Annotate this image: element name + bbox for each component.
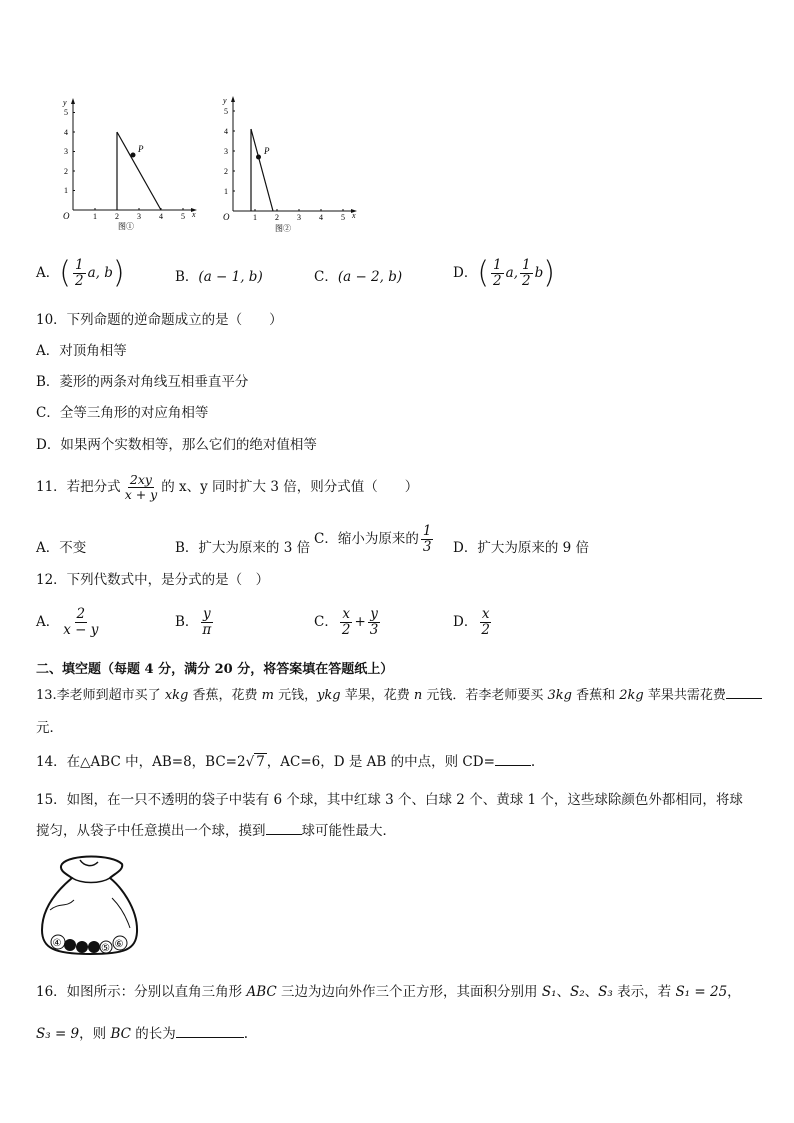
q10-stem: 10．下列命题的逆命题成立的是（ ）	[36, 312, 283, 328]
q9-option-a[interactable]: A．( $\frac{1}{2}$ a, b)	[36, 255, 125, 291]
origin-label: O	[223, 212, 230, 222]
option-label: D．	[453, 613, 478, 630]
fraction: $\frac{1}{2}$	[493, 257, 502, 289]
option-label: A．	[36, 613, 60, 630]
ball-label: ⑤	[101, 943, 110, 954]
option-label: C．	[314, 613, 338, 630]
q15-line2: 搅匀，从袋子中任意摸出一个球，摸到 球可能性最大．	[36, 823, 396, 839]
y-tick: 1	[64, 186, 68, 195]
graph-caption: 图②	[275, 224, 291, 233]
q11-option-a[interactable]: A．不变	[36, 540, 87, 556]
option-label: B．	[175, 269, 199, 285]
ball-label: ⑥	[114, 939, 124, 950]
sqrt-symbol: √	[245, 754, 255, 770]
graph-1	[55, 95, 200, 230]
q13-line2: 元．	[36, 720, 63, 736]
q16-line1: 16．如图所示：分别以直角三角形 ABC 三边为边向外作三个正方形，其面积分别用 S₁、S₂、S₃ 表示，若 S₁ = 25，	[36, 984, 741, 1000]
y-tick: 5	[64, 108, 68, 117]
q9-option-c[interactable]: C．(a − 2, b)	[314, 269, 403, 285]
y-tick: 2	[64, 167, 68, 176]
fraction: $\frac{1}{3}$	[422, 523, 432, 555]
ball-label: ④	[52, 938, 62, 949]
q11-option-b[interactable]: B．扩大为原来的 3 倍	[175, 540, 311, 556]
graph-2	[215, 93, 360, 233]
y-axis-label: y	[223, 96, 227, 105]
y-tick: 2	[224, 167, 228, 176]
x-tick: 4	[159, 212, 163, 221]
x-tick: 3	[137, 212, 141, 221]
x-tick: 2	[275, 213, 279, 222]
option-label: C．	[314, 269, 338, 285]
q10-option-d[interactable]: D．如果两个实数相等，那么它们的绝对值相等	[36, 437, 317, 453]
answer-blank[interactable]	[266, 822, 302, 835]
y-tick: 1	[224, 187, 228, 196]
y-tick: 4	[64, 128, 68, 137]
q10-option-c[interactable]: C．全等三角形的对应角相等	[36, 405, 209, 421]
q12-option-d[interactable]	[453, 607, 494, 638]
q11-option-c[interactable]: C．缩小为原来的 $\frac{1}{3}$	[314, 523, 432, 555]
q12-stem: 12．下列代数式中，是分式的是（ ）	[36, 572, 270, 588]
x-tick: 5	[341, 213, 345, 222]
x-axis-label: x	[192, 210, 196, 219]
x-tick: 2	[115, 212, 119, 221]
point-p-1	[131, 153, 136, 158]
q16-line2: S₃ = 9，则 BC 的长为 .	[36, 1026, 249, 1042]
q11-stem: 11．若把分式 $\frac{2xy}{x + y}$ 的 x、y 同时扩大 3 倍，则分式值（ ）	[36, 472, 419, 502]
answer-blank[interactable]	[726, 686, 762, 699]
option-label: B．	[175, 613, 199, 630]
fraction: $\frac{1}{2}$	[521, 257, 531, 289]
point-p-2	[256, 155, 261, 160]
fraction: $\frac{x}{2}$	[481, 606, 490, 638]
y-axis-label: y	[63, 98, 67, 107]
q13-line1: 13.李老师到超市买了 xkg 香蕉，花费 m 元钱，ykg 苹果，花费 n 元钱．若李老师要买 3kg 香蕉和 2kg 苹果共需花费	[36, 686, 762, 705]
origin-label: O	[63, 211, 70, 221]
point-label: P	[138, 144, 144, 154]
q10-option-a[interactable]: A．对顶角相等	[36, 343, 127, 359]
x-tick: 3	[297, 213, 301, 222]
option-label: D．	[453, 264, 478, 281]
y-tick: 4	[224, 127, 228, 136]
y-tick: 3	[64, 147, 68, 156]
fraction: $\frac{2xy}{x + y}$	[124, 472, 158, 502]
section-title: 二、填空题（每题 4 分，满分 20 分，将答案填在答题纸上）	[36, 662, 394, 677]
y-tick: 5	[224, 107, 228, 116]
fraction: $\frac{1}{2}$	[74, 257, 84, 289]
graph-caption: 图①	[118, 222, 134, 230]
q12-option-b[interactable]	[175, 607, 215, 638]
fraction: $\frac{y}{3}$	[369, 606, 379, 638]
fraction: $\frac{x}{2}$	[341, 606, 351, 638]
x-tick: 1	[93, 212, 97, 221]
x-axis-label: x	[352, 211, 356, 220]
answer-blank[interactable]	[495, 753, 531, 766]
q14: 14．在△ABC 中，AB=8，BC=2√ 7 ，AC=6，D 是 AB 的中点，则 CD= .	[36, 754, 536, 770]
answer-blank[interactable]	[176, 1025, 244, 1038]
point-label: P	[264, 146, 270, 156]
q15-line1: 15．如图，在一只不透明的袋子中装有 6 个球，其中红球 3 个、白球 2 个、黄球 1 个，这些球除颜色外都相同，将球	[36, 792, 743, 808]
x-tick: 4	[319, 213, 323, 222]
q9-option-d[interactable]: D．( $\frac{1}{2}$ a, $\frac{1}{2}$ b)	[453, 255, 555, 291]
ball-bag-figure	[40, 850, 140, 960]
q10-option-b[interactable]: B．菱形的两条对角线互相垂直平分	[36, 374, 249, 390]
y-tick: 3	[224, 147, 228, 156]
q11-option-d[interactable]: D．扩大为原来的 9 倍	[453, 540, 589, 556]
x-tick: 5	[181, 212, 185, 221]
option-label: A．	[36, 264, 60, 281]
q12-option-c[interactable]: C． $\frac{x}{2}$ + $\frac{y}{3}$	[314, 606, 379, 638]
x-tick: 1	[253, 213, 257, 222]
q12-option-a[interactable]	[36, 607, 102, 638]
q9-option-b[interactable]: B．(a − 1, b)	[175, 269, 263, 285]
fraction: $\frac{2}{x - y}$	[63, 606, 99, 638]
fraction: $\frac{y}{\pi}$	[202, 606, 212, 638]
